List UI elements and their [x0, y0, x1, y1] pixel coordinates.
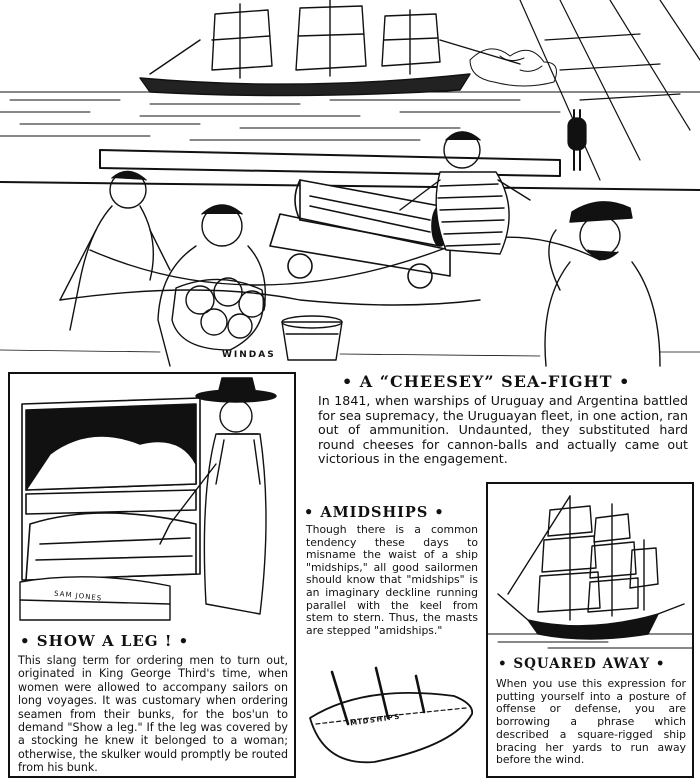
- square-rigged-ship-illustration: [488, 484, 692, 654]
- sea-battle-illustration: [0, 0, 700, 368]
- amidships-title: • AMIDSHIPS •: [304, 504, 445, 521]
- squared-away-title: • SQUARED AWAY •: [498, 656, 666, 672]
- show-a-leg-panel: [8, 372, 296, 778]
- chest-label: SAM JONES: [53, 589, 103, 603]
- midships-hull-diagram: [304, 666, 480, 778]
- cheesey-sea-fight-text: In 1841, when warships of Uruguay and Argentina battled for sea supremacy, the Uruguayan fleet, in one action, ran out of ammunition. Undaunted, they substituted hard round cheeses for cannon-balls and actually came out victorious in the engagement.: [318, 393, 688, 466]
- cheesey-sea-fight-title: • A “CHEESEY” SEA-FIGHT •: [342, 372, 631, 391]
- squared-away-panel: [486, 482, 694, 778]
- midships-diagram-label: MIDSHIPS: [349, 712, 402, 728]
- amidships-text: Though there is a common tendency these days to misname the waist of a ship "midships," all good sailormen should know that "midships" is an imaginary deckline running parallel with the keel from stem to stern. Thus, the masts are stepped "amidships.": [306, 523, 478, 637]
- show-a-leg-title: • SHOW A LEG ! •: [20, 632, 190, 650]
- show-a-leg-text: This slang term for ordering men to turn out, originated in King George Third's time, when women were allowed to accompany sailors on long voyages. It was customary when ordering seamen from their bunks, for the bos'un to demand "Show a leg." If the leg was covered by a stocking he knew it belonged to a woman; otherwise, the skulker would promptly be routed from his bunk.: [18, 654, 288, 775]
- artist-signature: WINDAS: [222, 350, 276, 360]
- squared-away-text: When you use this expression for putting yourself into a posture of offense or defense, you are borrowing a phrase which described a square-rigged ship bracing her yards to run away before the wind.: [496, 677, 686, 767]
- bunk-illustration: [10, 374, 294, 624]
